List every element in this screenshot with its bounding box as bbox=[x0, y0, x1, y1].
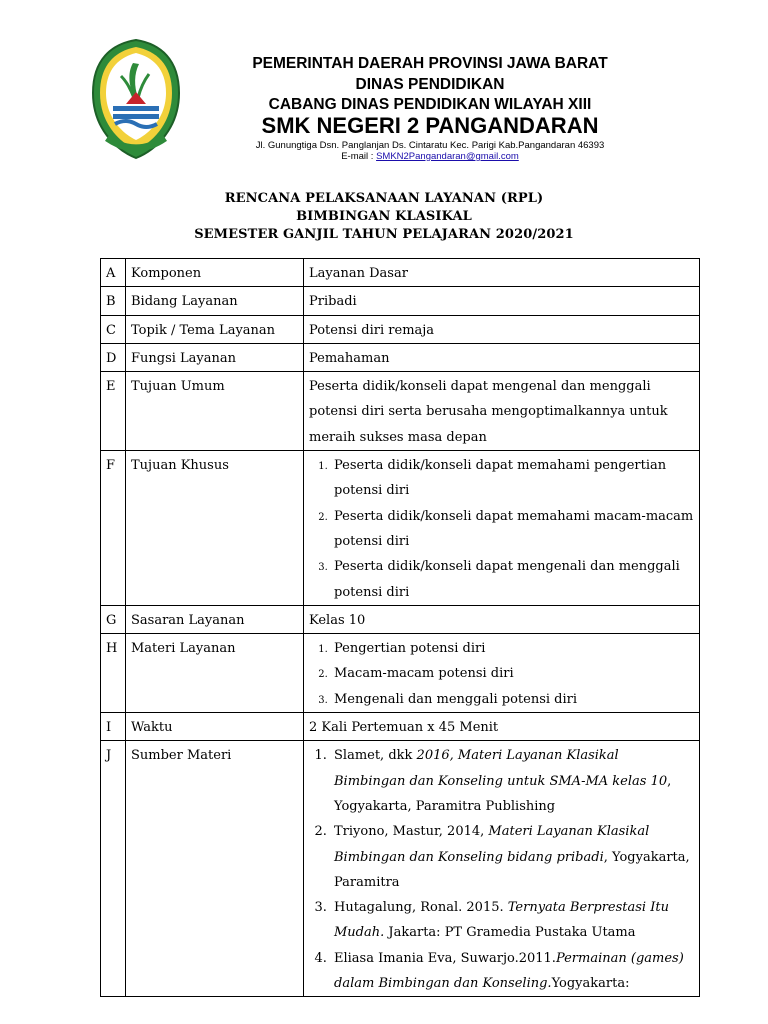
document-title: RENCANA PELAKSANAAN LAYANAN (RPL) bbox=[224, 191, 544, 206]
objectives-list bbox=[309, 453, 694, 605]
row-label: Sasaran Layanan bbox=[126, 605, 304, 633]
table-row bbox=[101, 372, 700, 451]
row-code: C bbox=[101, 315, 126, 343]
source-publisher: , Yogyakarta, Paramitra Publishing bbox=[334, 773, 672, 814]
table-row bbox=[101, 634, 700, 713]
table-row bbox=[101, 451, 700, 606]
row-label: Topik / Tema Layanan bbox=[126, 315, 304, 343]
row-code: H bbox=[101, 634, 126, 713]
row-value: Peserta didik/konseli dapat mengenal dan menggali potensi diri serta berusaha mengoptimalkannya untuk meraih sukses masa depan bbox=[304, 372, 700, 451]
email-label: E-mail : bbox=[341, 151, 377, 162]
table-row bbox=[101, 741, 700, 997]
row-label: Tujuan Umum bbox=[126, 372, 304, 451]
document-semester: SEMESTER GANJIL TAHUN PELAJARAN 2020/2021 bbox=[194, 227, 574, 242]
document-subtitle: BIMBINGAN KLASIKAL bbox=[296, 209, 472, 224]
list-item: 2. Macam-macam potensi diri bbox=[331, 661, 694, 686]
source-title: Ternyata Berprestasi Itu Mudah. bbox=[334, 900, 669, 941]
source-publisher: Yogyakarta: bbox=[551, 976, 630, 992]
row-value bbox=[304, 451, 700, 606]
letterhead-address: Jl. Gunungtiga Dsn. Panglanjan Ds. Cintaratu Kec. Parigi Kab.Pangandaran 46393 bbox=[255, 140, 605, 151]
source-author: Eliasa Imania Eva, Suwarjo.2011. bbox=[334, 950, 556, 966]
table-row bbox=[101, 713, 700, 741]
row-code: J bbox=[101, 741, 126, 997]
table-row bbox=[101, 287, 700, 315]
row-code: G bbox=[101, 605, 126, 633]
table-row bbox=[101, 343, 700, 371]
row-value: Layanan Dasar bbox=[304, 259, 700, 287]
row-label: Bidang Layanan bbox=[126, 287, 304, 315]
row-label: Waktu bbox=[126, 713, 304, 741]
row-value bbox=[304, 741, 700, 997]
list-item: 3. Peserta didik/konseli dapat mengenali dan menggali potensi diri bbox=[331, 554, 694, 605]
row-code: B bbox=[101, 287, 126, 315]
row-code: I bbox=[101, 713, 126, 741]
list-item: 2. Peserta didik/konseli dapat memahami macam-macam potensi diri bbox=[331, 504, 694, 555]
row-label: Fungsi Layanan bbox=[126, 343, 304, 371]
letterhead-province: PEMERINTAH DAERAH PROVINSI JAWA BARAT bbox=[252, 55, 608, 72]
row-code: A bbox=[101, 259, 126, 287]
row-value: Potensi diri remaja bbox=[304, 315, 700, 343]
row-value: 2 Kali Pertemuan x 45 Menit bbox=[304, 713, 700, 741]
source-publisher: , Yogyakarta, Paramitra bbox=[334, 849, 690, 890]
source-item bbox=[331, 946, 694, 997]
source-title: 2016, Materi Layanan Klasikal Bimbingan dan Konseling untuk SMA-MA kelas 10 bbox=[334, 748, 668, 789]
letterhead-email-line bbox=[160, 151, 700, 162]
source-author: Slamet, dkk bbox=[334, 748, 417, 764]
row-code: D bbox=[101, 343, 126, 371]
source-publisher: Jakarta: PT Gramedia Pustaka Utama bbox=[384, 925, 636, 941]
row-value: Pribadi bbox=[304, 287, 700, 315]
source-item bbox=[331, 819, 694, 895]
row-value bbox=[304, 634, 700, 713]
row-code: F bbox=[101, 451, 126, 606]
letterhead-branch: CABANG DINAS PENDIDIKAN WILAYAH XIII bbox=[268, 96, 592, 113]
row-label: Komponen bbox=[126, 259, 304, 287]
source-author: Triyono, Mastur, 2014, bbox=[334, 824, 489, 840]
row-value: Kelas 10 bbox=[304, 605, 700, 633]
letterhead-department: DINAS PENDIDIKAN bbox=[355, 76, 505, 93]
list-item: 1. Pengertian potensi diri bbox=[331, 636, 694, 661]
source-title: Materi Layanan Klasikal Bimbingan dan Konseling bidang pribadi bbox=[334, 824, 650, 865]
rpl-table bbox=[100, 258, 700, 997]
list-item: 3. Mengenali dan menggali potensi diri bbox=[331, 687, 694, 712]
row-value: Pemahaman bbox=[304, 343, 700, 371]
source-item bbox=[331, 743, 694, 819]
row-code: E bbox=[101, 372, 126, 451]
row-label: Sumber Materi bbox=[126, 741, 304, 997]
row-label: Tujuan Khusus bbox=[126, 451, 304, 606]
list-item: 1. Peserta didik/konseli dapat memahami pengertian potensi diri bbox=[331, 453, 694, 504]
table-row bbox=[101, 315, 700, 343]
source-author: Hutagalung, Ronal. 2015. bbox=[334, 900, 508, 916]
row-label: Materi Layanan bbox=[126, 634, 304, 713]
table-row bbox=[101, 259, 700, 287]
materials-list bbox=[309, 636, 694, 712]
table-row bbox=[101, 605, 700, 633]
source-item bbox=[331, 895, 694, 946]
letterhead-school-name: SMK NEGERI 2 PANGANDARAN bbox=[261, 113, 599, 138]
sources-list bbox=[309, 743, 694, 996]
source-title: Permainan (games) dalam Bimbingan dan Konseling. bbox=[334, 950, 684, 992]
email-link[interactable]: SMKN2Pangandaran@gmail.com bbox=[376, 151, 519, 162]
